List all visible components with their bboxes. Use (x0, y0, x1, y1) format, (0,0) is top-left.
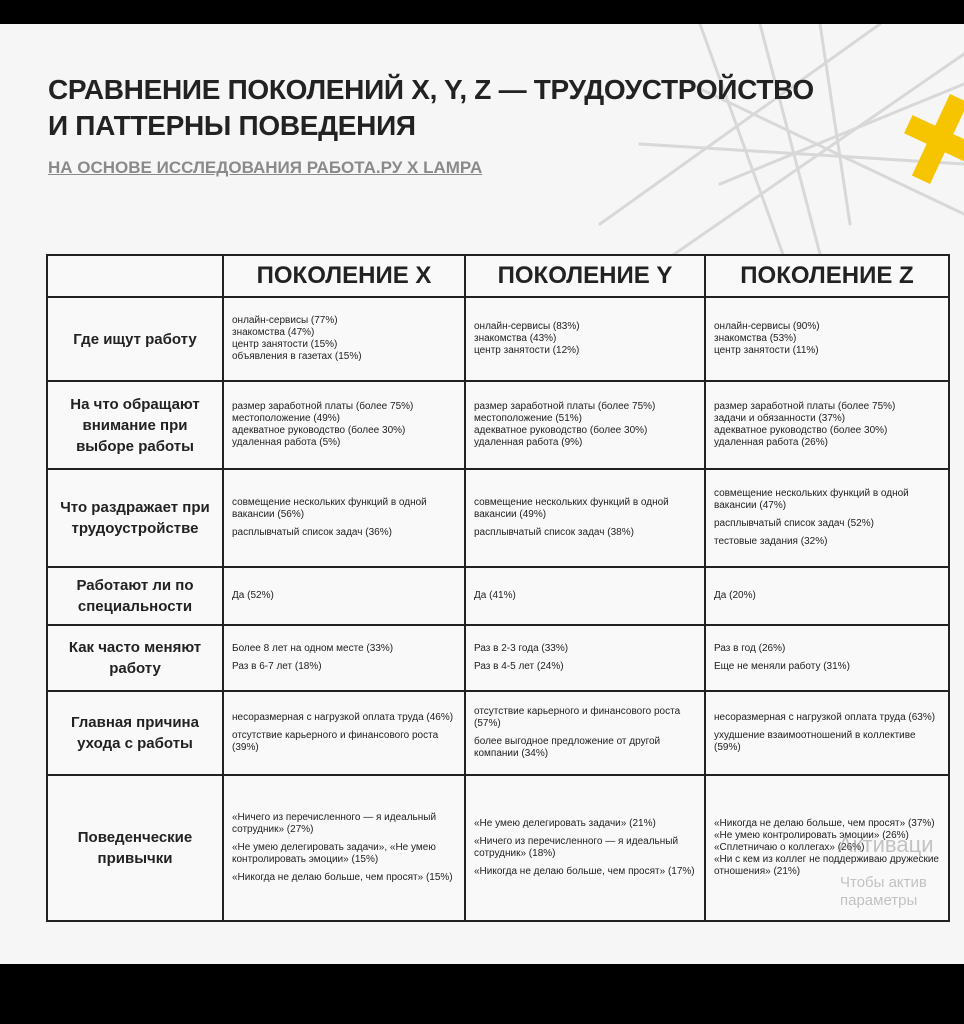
table-row (47, 567, 949, 625)
cell-item: адекватное руководство (более 30%) (232, 425, 406, 436)
cell-item: размер заработной платы (более 75%) (714, 401, 896, 412)
header-gen-x: ПОКОЛЕНИЕ X (223, 255, 465, 297)
cell-item: Раз в 2-3 года (33%) (474, 643, 569, 654)
page-title (48, 72, 814, 144)
subtitle: НА ОСНОВЕ ИССЛЕДОВАНИЯ РАБОТА.РУ X LAMPA (48, 158, 483, 177)
cell-item: Еще не меняли работу (31%) (714, 661, 850, 672)
activation-watermark: Активаци (838, 832, 934, 857)
header-gen-z: ПОКОЛЕНИЕ Z (705, 255, 949, 297)
activation-watermark-sub (840, 874, 927, 910)
cell-item: объявления в газетах (15%) (232, 351, 362, 362)
cell-item: отсутствие карьерного и финансового роста (57%) (474, 706, 681, 729)
row-header: Как часто меняют работу (47, 625, 223, 691)
cell-gen-x (223, 469, 465, 567)
cell-item: адекватное руководство (более 30%) (474, 425, 648, 436)
cell-item: расплывчатый список задач (36%) (232, 527, 392, 538)
cell-item: местоположение (51%) (474, 413, 582, 424)
table-row (47, 775, 949, 921)
cell-item: отсутствие карьерного и финансового роста (39%) (232, 730, 439, 753)
header-gen-y: ПОКОЛЕНИЕ Y (465, 255, 705, 297)
table-row (47, 381, 949, 469)
table-row (47, 625, 949, 691)
cell-gen-y (465, 567, 705, 625)
cell-item: Раз в год (26%) (714, 643, 786, 654)
cell-item: задачи и обязанности (37%) (714, 413, 846, 424)
cell-gen-y (465, 381, 705, 469)
cell-item: центр занятости (11%) (714, 345, 819, 356)
cell-item: более выгодное предложение от другой компании (34%) (474, 736, 661, 759)
cell-item: «Ничего из перечисленного — я идеальный сотрудник» (27%) (232, 812, 437, 835)
cell-item: «Никогда не делаю больше, чем просят» (37%) (714, 818, 935, 829)
row-header: На что обращают внимание при выборе работы (47, 381, 223, 469)
cell-item: Да (41%) (474, 590, 516, 601)
watermark-line-3: параметры (840, 892, 918, 909)
cell-item: совмещение нескольких функций в одной вакансии (49%) (474, 497, 669, 520)
cell-item: знакомства (47%) (232, 327, 315, 338)
cell-item: «Не умею делегировать задачи» (21%) (474, 818, 656, 829)
cell-item: совмещение нескольких функций в одной вакансии (47%) (714, 488, 909, 511)
cell-gen-y (465, 775, 705, 921)
cell-item: Раз в 6-7 лет (18%) (232, 661, 322, 672)
plus-shape-icon (904, 94, 964, 184)
slide (0, 24, 964, 964)
cell-item: «Никогда не делаю больше, чем просят» (17%) (474, 866, 695, 877)
cell-item: расплывчатый список задач (38%) (474, 527, 634, 538)
cell-item: несоразмерная с нагрузкой оплата труда (46%) (232, 712, 454, 723)
row-header: Работают ли по специальности (47, 567, 223, 625)
cell-gen-z (705, 297, 949, 381)
header-empty (47, 255, 223, 297)
table-row (47, 469, 949, 567)
cell-gen-x (223, 297, 465, 381)
table-row (47, 297, 949, 381)
cell-item: удаленная работа (5%) (232, 437, 341, 448)
cell-item: «Ничего из перечисленного — я идеальный сотрудник» (18%) (474, 836, 679, 859)
cell-item: онлайн-сервисы (83%) (474, 321, 580, 332)
title-line-1: СРАВНЕНИЕ ПОКОЛЕНИЙ X, Y, Z — ТРУДОУСТРОЙСТВО (48, 74, 814, 105)
cell-item: размер заработной платы (более 75%) (232, 401, 414, 412)
cell-item: знакомства (53%) (714, 333, 797, 344)
table-header-row (47, 255, 949, 297)
cell-item: «Никогда не делаю больше, чем просят» (15%) (232, 872, 453, 883)
cell-item: удаленная работа (9%) (474, 437, 583, 448)
cell-item: Более 8 лет на одном месте (33%) (232, 643, 394, 654)
cell-item: несоразмерная с нагрузкой оплата труда (63%) (714, 712, 936, 723)
cell-item: центр занятости (12%) (474, 345, 580, 356)
cell-item: адекватное руководство (более 30%) (714, 425, 888, 436)
title-line-2: И ПАТТЕРНЫ ПОВЕДЕНИЯ (48, 110, 416, 141)
cell-gen-z (705, 381, 949, 469)
cell-gen-y (465, 625, 705, 691)
cell-item: Да (20%) (714, 590, 756, 601)
cell-item: «Ни с кем из коллег не поддерживаю дружеские отношения» (21%) (714, 854, 939, 877)
cell-item: Раз в 4-5 лет (24%) (474, 661, 564, 672)
cell-item: удаленная работа (26%) (714, 437, 828, 448)
cell-item: знакомства (43%) (474, 333, 557, 344)
cell-gen-y (465, 691, 705, 775)
cell-item: онлайн-сервисы (77%) (232, 315, 338, 326)
watermark-line-2: Чтобы актив (840, 874, 927, 891)
cell-gen-x (223, 567, 465, 625)
cell-item: онлайн-сервисы (90%) (714, 321, 820, 332)
cell-item: «Не умею делегировать задачи», «Не умею контролировать эмоции» (15%) (232, 842, 436, 865)
row-header: Что раздражает при трудоустройстве (47, 469, 223, 567)
decorative-rays (0, 24, 964, 284)
cell-item: местоположение (49%) (232, 413, 340, 424)
cell-gen-z (705, 567, 949, 625)
cell-gen-y (465, 469, 705, 567)
cell-gen-x (223, 775, 465, 921)
row-header: Где ищут работу (47, 297, 223, 381)
cell-gen-z (705, 625, 949, 691)
cell-item: Да (52%) (232, 590, 274, 601)
cell-gen-x (223, 381, 465, 469)
cell-gen-x (223, 691, 465, 775)
comparison-table (46, 254, 950, 922)
cell-item: центр занятости (15%) (232, 339, 338, 350)
row-header: Поведенческие привычки (47, 775, 223, 921)
cell-item: «Не умею контролировать эмоции» (26%) (714, 830, 909, 841)
cell-item: расплывчатый список задач (52%) (714, 518, 874, 529)
cell-gen-x (223, 625, 465, 691)
table-row (47, 691, 949, 775)
cell-item: размер заработной платы (более 75%) (474, 401, 656, 412)
row-header: Главная причина ухода с работы (47, 691, 223, 775)
cell-gen-z (705, 691, 949, 775)
cell-item: «Сплетничаю о коллегах» (26%) (714, 842, 865, 853)
cell-gen-y (465, 297, 705, 381)
cell-item: ухудшение взаимоотношений в коллективе (59%) (714, 730, 916, 753)
cell-item: совмещение нескольких функций в одной вакансии (56%) (232, 497, 427, 520)
cell-gen-z (705, 469, 949, 567)
cell-item: тестовые задания (32%) (714, 536, 828, 547)
